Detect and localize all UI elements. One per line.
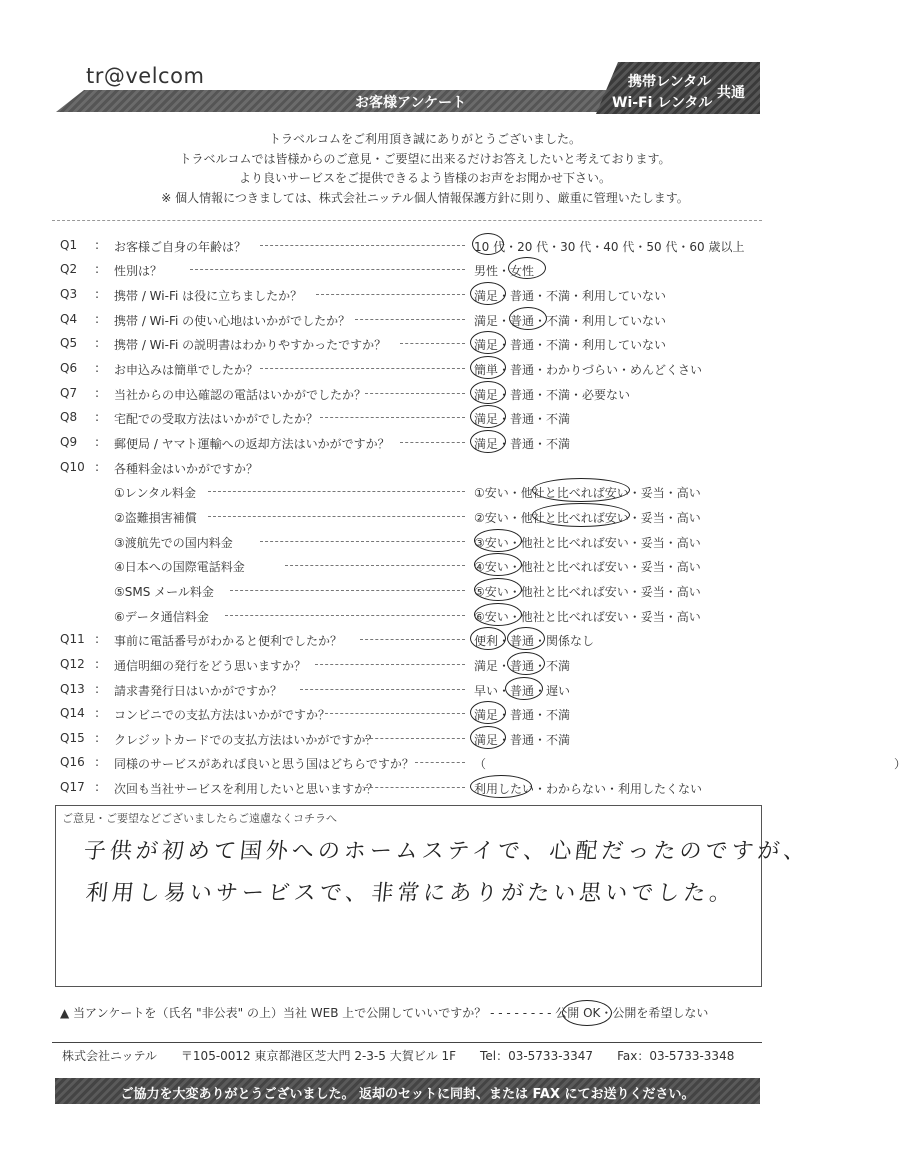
answer-circle [508, 257, 546, 279]
answer-options: 満足・普通・不満・利用していない [474, 338, 667, 352]
question-row: Q13 : 請求書発行日はいかがですか？ 早い・普通・遅い [60, 682, 571, 698]
answer-circle [470, 726, 506, 749]
survey-title: お客様アンケート [355, 95, 467, 111]
answer-circle [474, 603, 522, 626]
question-row: Q3 : 携帯 / Wi-Fi は役に立ちましたか？ 満足・普通・不満・利用していない [60, 287, 667, 303]
answer-circle [562, 1000, 612, 1026]
sub-question-row [60, 505, 760, 527]
answer-options: 満足・普通・不満・必要ない [474, 388, 631, 402]
question-number: Q17 [60, 780, 85, 794]
answer-circle [470, 331, 506, 354]
question-number: Q4 [60, 312, 78, 326]
answer-options: 便利・普通・関係なし [474, 634, 595, 648]
answer-options: 利用したい・わからない・利用したくない [474, 782, 703, 796]
answer-options: ③安い・他社と比べれば安い・妥当・高い [474, 536, 701, 550]
answer-options: 満足・普通・不満・利用していない [474, 289, 667, 303]
company-address: 株式会社ニッテル 〒105-0012 東京都港区芝大門 2-3-5 大賀ビル 1F Tel：03-5733-3347 Fax：03-5733-3348 [62, 1049, 735, 1063]
question-number: Q2 [60, 262, 78, 276]
question-text: 携帯 / Wi-Fi は役に立ちましたか？ [114, 289, 303, 303]
question-number: Q8 [60, 410, 78, 424]
answer-options: 簡単・普通・わかりづらい・めんどくさい [474, 363, 703, 377]
sub-question-text: ①レンタル料金 [114, 486, 196, 500]
answer-options: 満足・普通・不満・利用していない [474, 314, 667, 328]
question-text: お申込みは簡単でしたか？ [114, 363, 259, 377]
company-logo: tr@velcom [86, 64, 205, 88]
publish-question: ▲ 当アンケートを（氏名 "非公表" の上）当社 WEB 上で公開していいですか？ - - - - - - - - 公開 OK・公開を希望しない [60, 1006, 709, 1020]
answer-circle [509, 307, 547, 330]
answer-circle [472, 233, 504, 255]
answer-circle [470, 701, 506, 724]
divider [52, 220, 762, 221]
question-row: Q12 : 通信明細の発行をどう思いますか？ 満足・普通・不満 [60, 657, 571, 673]
answer-circle [470, 405, 506, 428]
question-number: Q3 [60, 287, 78, 301]
question-text: 通信明細の発行をどう思いますか？ [114, 659, 307, 673]
answer-options: ①安い・他社と比べれば安い・妥当・高い [474, 486, 701, 500]
question-text: 郵便局 / ヤマト運輸への返却方法はいかがですか？ [114, 437, 390, 451]
question-row: Q6 : お申込みは簡単でしたか？ 簡単・普通・わかりづらい・めんどくさい [60, 361, 703, 377]
answer-options: 満足・普通・不満 [474, 733, 571, 747]
handwritten-comment: 利用し易いサービスで、非常にありがたい思いでした。 [84, 881, 737, 906]
question-number: Q1 [60, 238, 78, 252]
answer-circle [470, 381, 506, 404]
footer-message: ご協力を大変ありがとうございました。 返却のセットに同封、または FAX にてお送りください。 [120, 1087, 695, 1102]
question-row: Q7 : 当社からの申込確認の電話はいかがでしたか？ 満足・普通・不満・必要ない [60, 386, 631, 402]
answer-circle [474, 529, 522, 552]
sub-question-text: ③渡航先での国内料金 [114, 536, 233, 550]
question-number: Q5 [60, 336, 78, 350]
question-row: Q16 : 同様のサービスがあれば良いと思う国はどちらですか？ （ ） [60, 755, 906, 771]
answer-circle [474, 578, 522, 601]
question-number: Q11 [60, 632, 85, 646]
intro-text [0, 130, 850, 208]
question-number: Q7 [60, 386, 78, 400]
answer-circle [532, 503, 630, 527]
question-text: 事前に電話番号がわかると便利でしたか？ [114, 634, 343, 648]
sub-question-row [60, 554, 760, 576]
question-row: Q5 : 携帯 / Wi-Fi の説明書はわかりやすかったですか？ 満足・普通・不満・利用していない [60, 336, 667, 352]
service-tag: 共通 [717, 85, 745, 101]
sub-question-row [60, 530, 760, 552]
question-text: 性別は？ [114, 264, 163, 278]
answer-options: 満足・普通・不満 [474, 708, 571, 722]
footer-rule [52, 1042, 762, 1043]
service-line-2: Wi-Fi レンタル [612, 95, 713, 111]
answer-options: ⑤安い・他社と比べれば安い・妥当・高い [474, 585, 701, 599]
sub-question-row [60, 480, 760, 502]
question-number: Q14 [60, 706, 85, 720]
question-text: コンビニでの支払方法はいかがですか？ [114, 708, 331, 722]
sub-question-text: ⑤SMS メール料金 [114, 585, 214, 599]
answer-options: 早い・普通・遅い [474, 684, 571, 698]
sub-question-row [60, 579, 760, 601]
question-number: Q9 [60, 435, 78, 449]
question-text: 各種料金はいかがですか？ [114, 462, 259, 476]
question-number: Q12 [60, 657, 85, 671]
question-row: Q15 : クレジットカードでの支払方法はいかがですか？ 満足・普通・不満 [60, 731, 571, 747]
question-row: Q11 : 事前に電話番号がわかると便利でしたか？ 便利・普通・関係なし [60, 632, 595, 648]
question-row: Q1 : お客様ご自身の年齢は？ 10 代・20 代・30 代・40 代・50 代・60 歳以上 [60, 238, 745, 254]
answer-options: 10 代・20 代・30 代・40 代・50 代・60 歳以上 [474, 240, 745, 254]
answer-circle [470, 356, 506, 379]
question-row: Q9 : 郵便局 / ヤマト運輸への返却方法はいかがですか？ 満足・普通・不満 [60, 435, 571, 451]
handwritten-comment: 子供が初めて国外へのホームステイで、心配だったのですが、 [82, 839, 811, 864]
question-text: 携帯 / Wi-Fi の使い心地はいかがでしたか？ [114, 314, 351, 328]
question-text: 携帯 / Wi-Fi の説明書はわかりやすかったですか？ [114, 338, 387, 352]
question-number: Q13 [60, 682, 85, 696]
question-number: Q16 [60, 755, 85, 769]
answer-options: 男性・女性 [474, 264, 535, 278]
answer-options: 満足・普通・不満 [474, 412, 571, 426]
question-number: Q15 [60, 731, 85, 745]
service-line-1: 携帯レンタル [628, 74, 712, 90]
question-row: Q17 : 次回も当社サービスを利用したいと思いますか？ 利用したい・わからない・利用したくない [60, 780, 703, 796]
answer-circle [505, 677, 543, 700]
question-row: Q2 : 性別は？ 男性・女性 [60, 262, 535, 278]
answer-circle [470, 282, 506, 305]
sub-question-text: ②盗難損害補償 [114, 511, 197, 525]
answer-options: ②安い・他社と比べれば安い・妥当・高い [474, 511, 701, 525]
question-number: Q10 [60, 460, 85, 474]
answer-circle [507, 627, 545, 650]
sub-question-text: ④日本への国際電話料金 [114, 560, 245, 574]
answer-circle [470, 430, 506, 453]
header-band [56, 90, 606, 112]
answer-options: （ ） [474, 757, 906, 771]
question-text: 当社からの申込確認の電話はいかがでしたか？ [114, 388, 367, 402]
comment-label: ご意見・ご要望などございましたらご遠慮なくコチラへ [62, 812, 337, 825]
question-text: 請求書発行日はいかがですか？ [114, 684, 283, 698]
answer-options: ⑥安い・他社と比べれば安い・妥当・高い [474, 610, 701, 624]
sub-question-text: ⑥データ通信料金 [114, 610, 209, 624]
question-text: お客様ご自身の年齢は？ [114, 240, 247, 254]
answer-circle [507, 652, 545, 675]
question-text: 同様のサービスがあれば良いと思う国はどちらですか？ [114, 757, 414, 771]
answer-circle [474, 553, 522, 576]
question-text: クレジットカードでの支払方法はいかがですか？ [114, 733, 378, 747]
intro-line: より良いサービスをご提供できるよう皆様のお声をお聞かせ下さい。 [238, 171, 611, 185]
answer-options: ④安い・他社と比べれば安い・妥当・高い [474, 560, 701, 574]
question-text: 次回も当社サービスを利用したいと思いますか？ [114, 782, 379, 796]
answer-options: 満足・普通・不満 [474, 437, 571, 451]
question-row: Q4 : 携帯 / Wi-Fi の使い心地はいかがでしたか？ 満足・普通・不満・利用していない [60, 312, 667, 328]
intro-line: トラベルコムをご利用頂き誠にありがとうございました。 [268, 132, 581, 146]
answer-options: 満足・普通・不満 [474, 659, 571, 673]
answer-circle [470, 775, 532, 798]
question-text: 宅配での受取方法はいかがでしたか？ [114, 412, 319, 426]
question-row: Q14 : コンビニでの支払方法はいかがですか？ 満足・普通・不満 [60, 706, 571, 722]
question-row: Q10 : 各種料金はいかがですか？ [60, 460, 259, 476]
intro-line: ※ 個人情報につきましては、株式会社ニッテル個人情報保護方針に則り、厳重に管理いたします。 [161, 190, 689, 205]
answer-circle [532, 478, 630, 502]
sub-question-row [60, 604, 760, 626]
answer-circle [470, 627, 506, 650]
footer-band [55, 1078, 760, 1104]
intro-line: トラベルコムでは皆様からのご意見・ご要望に出来るだけお答えしたいと考えております。 [179, 151, 671, 166]
question-row: Q8 : 宅配での受取方法はいかがでしたか？ 満足・普通・不満 [60, 410, 571, 426]
comment-box [55, 805, 811, 987]
question-number: Q6 [60, 361, 78, 375]
